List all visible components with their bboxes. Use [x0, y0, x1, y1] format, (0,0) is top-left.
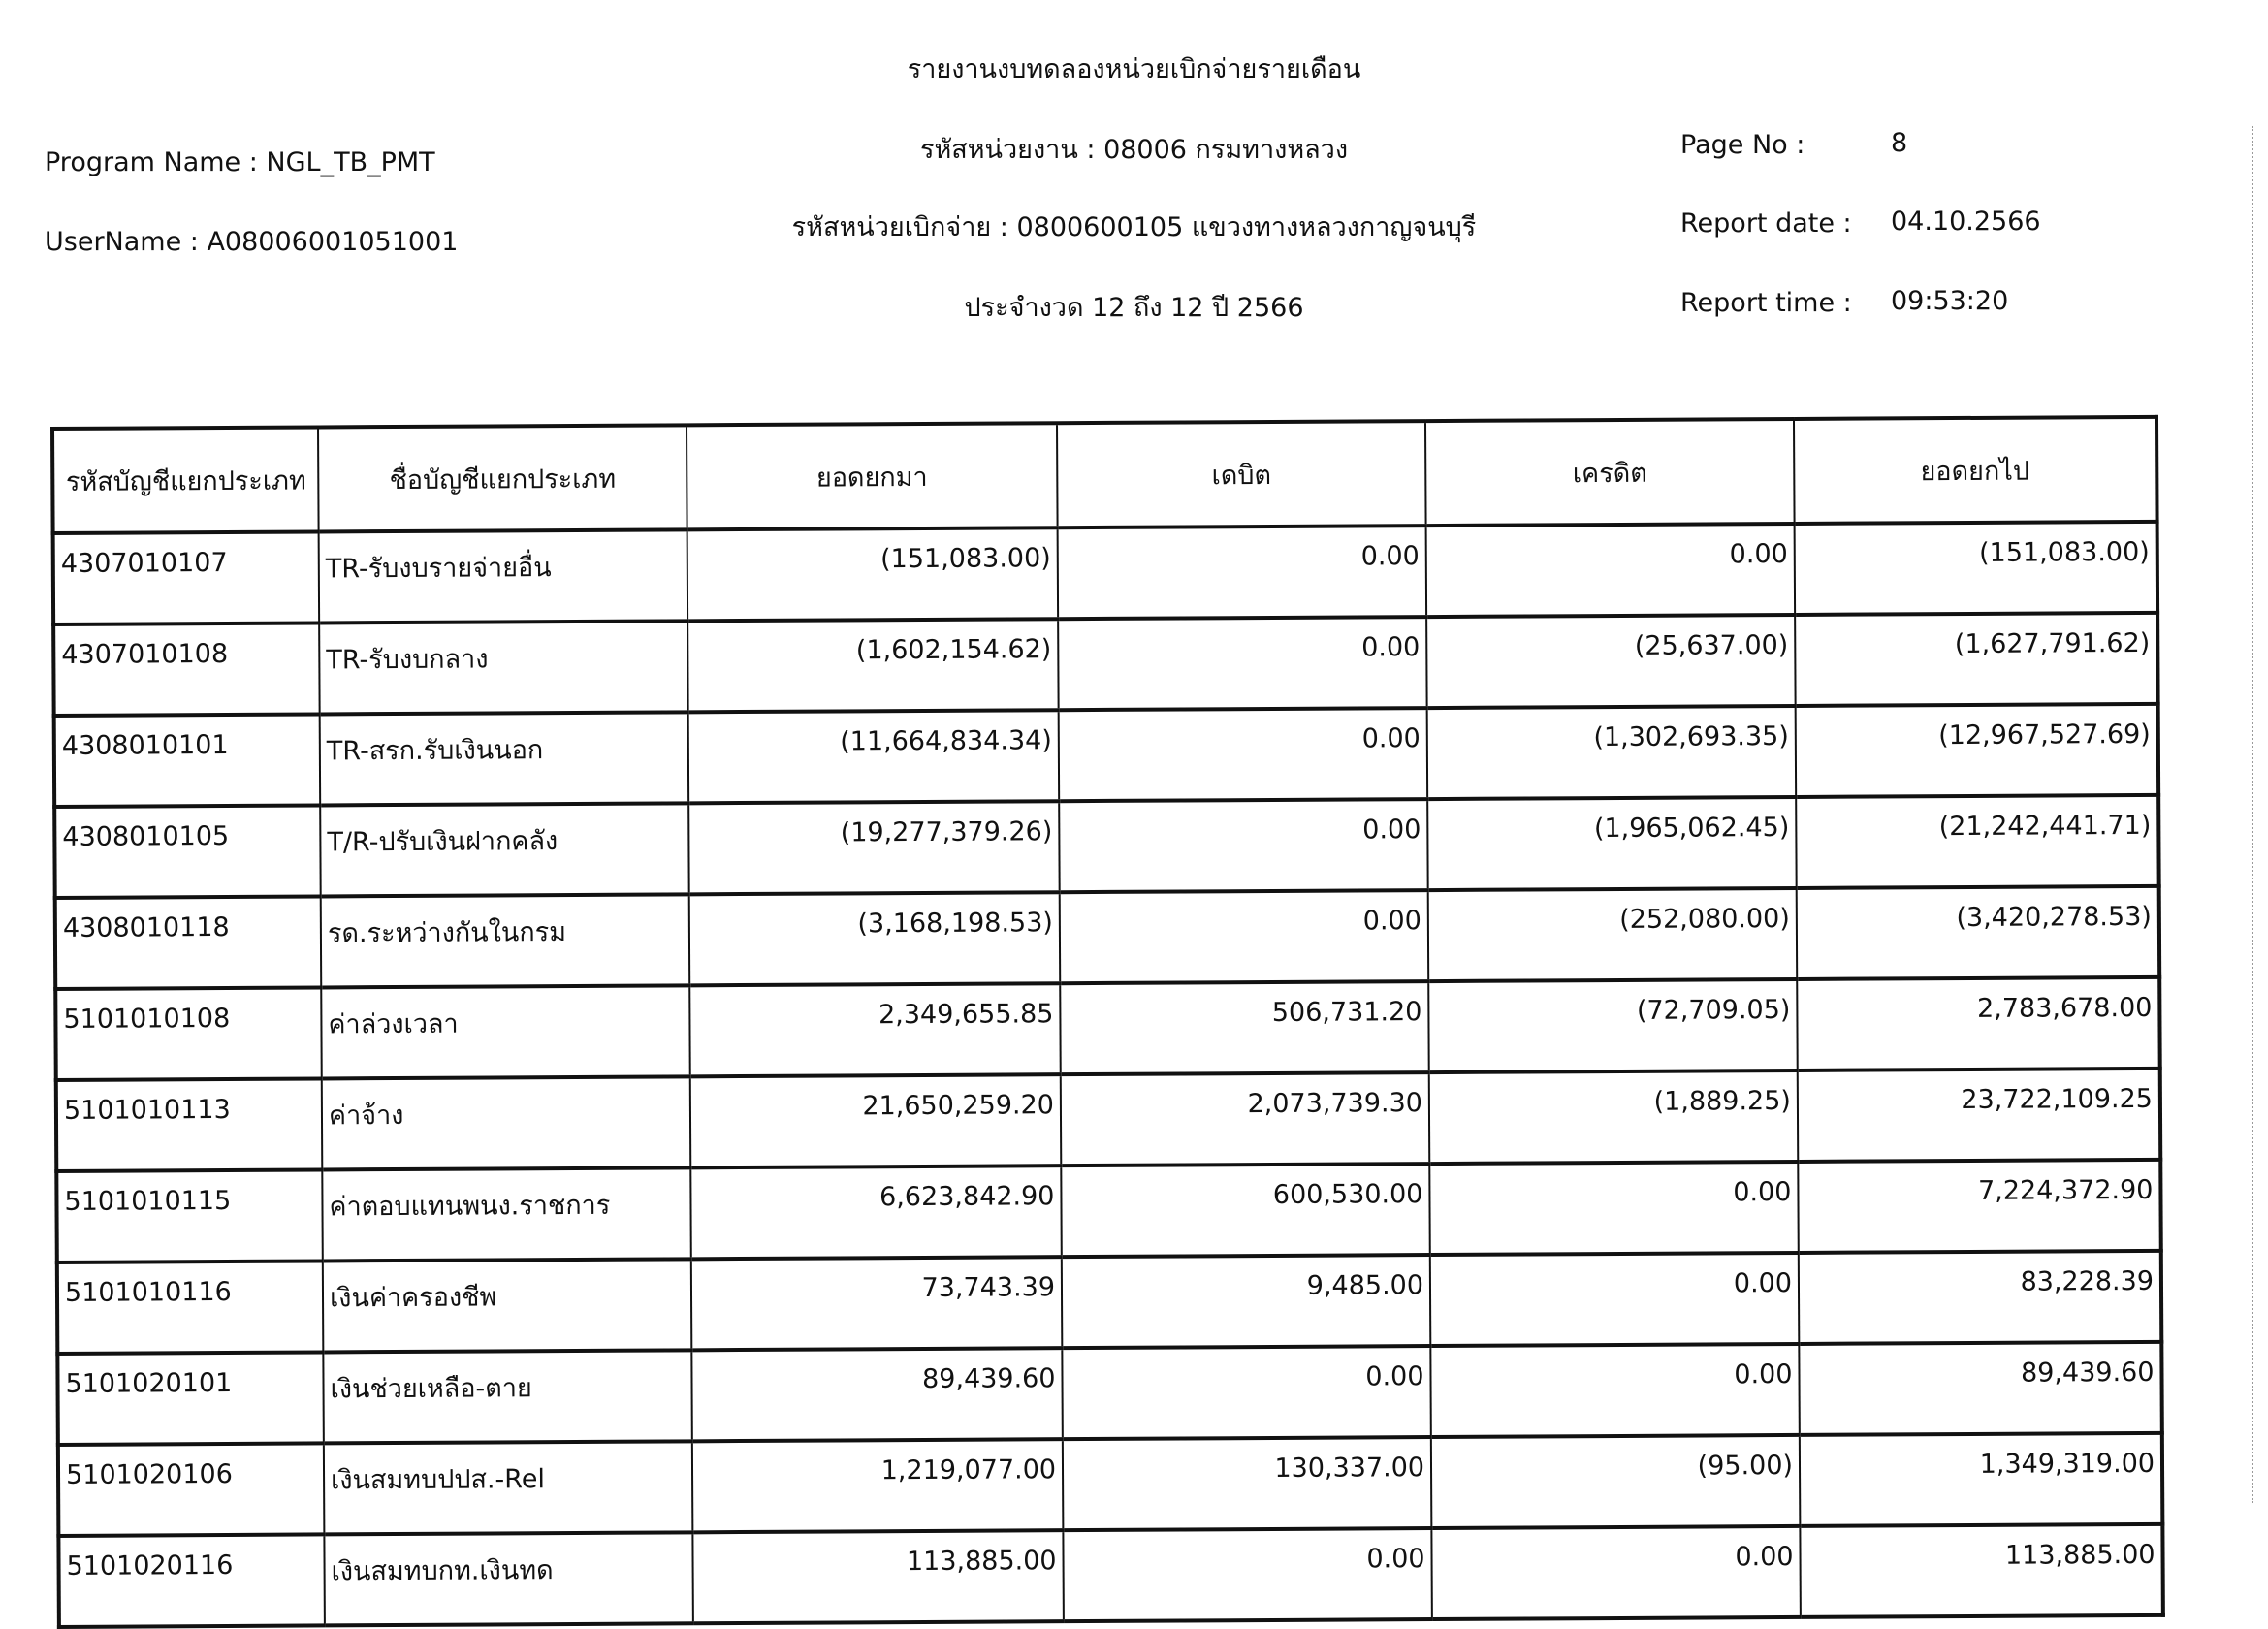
report-date-label: Report date : [1680, 208, 1852, 239]
brought-forward: (1,602,154.62) [687, 619, 1059, 712]
account-code: 5101010116 [57, 1261, 324, 1354]
credit: 0.00 [1431, 1526, 1801, 1619]
debit: 2,073,739.30 [1061, 1072, 1430, 1166]
scan-edge-divider [2252, 126, 2253, 1503]
credit: 0.00 [1430, 1253, 1800, 1346]
debit: 0.00 [1059, 799, 1428, 892]
account-name: ค่าล่วงเวลา [321, 985, 690, 1078]
carried-forward: (21,242,441.71) [1796, 795, 2159, 888]
carried-forward: (3,420,278.53) [1797, 886, 2160, 979]
carried-forward: (12,967,527.69) [1796, 704, 2159, 797]
debit: 0.00 [1060, 890, 1429, 983]
credit: (1,965,062.45) [1427, 797, 1797, 890]
carried-forward: 23,722,109.25 [1798, 1069, 2161, 1162]
table-row [54, 704, 2158, 807]
header-brought-forward: ยอดยกมา [687, 423, 1058, 529]
debit: 506,731.20 [1060, 981, 1429, 1074]
table-row [55, 886, 2159, 989]
program-name: Program Name : NGL_TB_PMT [45, 147, 435, 177]
brought-forward: 21,650,259.20 [690, 1074, 1062, 1167]
carried-forward: (151,083.00) [1795, 522, 2158, 615]
brought-forward: 6,623,842.90 [690, 1166, 1062, 1259]
credit: (252,080.00) [1428, 888, 1798, 981]
account-code: 4307010108 [53, 623, 320, 716]
credit: 0.00 [1429, 1162, 1799, 1255]
brought-forward: 113,885.00 [692, 1530, 1064, 1623]
carried-forward: 7,224,372.90 [1798, 1160, 2161, 1253]
account-name: เงินช่วยเหลือ-ตาย [323, 1350, 692, 1443]
table-row [57, 1342, 2161, 1445]
account-code: 4308010118 [55, 896, 322, 989]
credit: (95.00) [1431, 1435, 1801, 1528]
account-name: TR-รับงบรายจ่ายอื่น [319, 529, 688, 623]
table-row [53, 522, 2157, 624]
carried-forward: 113,885.00 [1800, 1524, 2163, 1617]
report-time-label: Report time : [1680, 288, 1852, 318]
brought-forward: (151,083.00) [687, 527, 1059, 621]
account-name: T/R-ปรับเงินฝากคลัง [320, 803, 689, 896]
brought-forward: (3,168,198.53) [689, 892, 1061, 985]
debit: 9,485.00 [1062, 1255, 1431, 1348]
carried-forward: 89,439.60 [1799, 1342, 2162, 1435]
account-code: 5101010108 [55, 987, 322, 1080]
table-row [55, 977, 2159, 1080]
page-no-value: 8 [1891, 128, 1908, 158]
debit: 130,337.00 [1063, 1437, 1432, 1530]
debit: 0.00 [1062, 1346, 1431, 1439]
account-name: TR-สรก.รับเงินนอก [320, 712, 689, 805]
debit: 0.00 [1058, 526, 1427, 619]
brought-forward: 73,743.39 [691, 1257, 1063, 1350]
credit: (72,709.05) [1428, 979, 1798, 1072]
account-name: ค่าตอบแทนพนง.ราชการ [322, 1167, 691, 1261]
account-code: 4308010105 [54, 805, 321, 898]
header-debit: เดบิต [1057, 421, 1426, 527]
page-no-label: Page No : [1680, 130, 1805, 160]
table-row [54, 795, 2158, 898]
account-name: รด.ระหว่างกันในกรม [321, 894, 690, 987]
account-code: 5101010115 [56, 1169, 323, 1262]
credit: (1,889.25) [1429, 1070, 1799, 1164]
carried-forward: (1,627,791.62) [1795, 613, 2158, 706]
brought-forward: 1,219,077.00 [692, 1439, 1064, 1532]
header-account-name: ชื่อบัญชีแยกประเภท [318, 425, 687, 531]
account-name: TR-รับงบกลาง [319, 621, 688, 714]
trial-balance-table [50, 415, 2165, 1629]
credit: 0.00 [1426, 524, 1796, 617]
account-code: 4307010107 [53, 531, 320, 624]
debit: 0.00 [1058, 617, 1427, 710]
table-row [56, 1069, 2160, 1171]
brought-forward: (19,277,379.26) [688, 801, 1060, 894]
brought-forward: 2,349,655.85 [689, 983, 1061, 1076]
account-name: เงินสมทบปปส.-Rel [324, 1441, 693, 1534]
table-row [57, 1251, 2161, 1354]
credit: 0.00 [1430, 1344, 1800, 1437]
account-code: 5101020116 [58, 1534, 325, 1627]
carried-forward: 1,349,319.00 [1800, 1433, 2163, 1526]
report-time-value: 09:53:20 [1891, 286, 2009, 316]
header-credit: เครดิต [1425, 419, 1795, 526]
brought-forward: 89,439.60 [691, 1348, 1063, 1441]
table-row [53, 613, 2157, 716]
header-account-code: รหัสบัญชีแยกประเภท [52, 427, 319, 533]
user-name: UserName : A08006001051001 [45, 227, 459, 257]
table-row [58, 1433, 2162, 1536]
carried-forward: 2,783,678.00 [1797, 977, 2160, 1070]
header-carried-forward: ยอดยกไป [1794, 417, 2157, 524]
credit: (1,302,693.35) [1427, 706, 1797, 799]
carried-forward: 83,228.39 [1799, 1251, 2162, 1344]
account-name: ค่าจ้าง [322, 1076, 691, 1169]
account-code: 4308010101 [54, 714, 321, 807]
table-header-row [52, 417, 2157, 533]
debit: 600,530.00 [1061, 1164, 1430, 1257]
disbursing-unit-line: รหัสหน่วยเบิกจ่าย : 0800600105 แขวงทางหลวงกาญจนบุรี [791, 212, 1477, 242]
credit: (25,637.00) [1426, 615, 1796, 708]
report-date-value: 04.10.2566 [1891, 207, 2041, 237]
debit: 0.00 [1059, 708, 1428, 801]
account-code: 5101020106 [58, 1443, 325, 1536]
account-code: 5101020101 [57, 1352, 324, 1445]
agency-line: รหัสหน่วยงาน : 08006 กรมทางหลวง [919, 135, 1349, 165]
account-name: เงินค่าครองชีพ [323, 1259, 692, 1352]
table-row [56, 1160, 2160, 1262]
period-line: ประจำงวด 12 ถึง 12 ปี 2566 [964, 293, 1304, 323]
debit: 0.00 [1063, 1528, 1432, 1621]
brought-forward: (11,664,834.34) [688, 710, 1060, 803]
account-name: เงินสมทบกท.เงินทด [324, 1532, 693, 1625]
account-code: 5101010113 [56, 1078, 323, 1171]
table-row [58, 1524, 2162, 1627]
report-title: รายงานงบทดลองหน่วยเบิกจ่ายรายเดือน [907, 54, 1361, 84]
